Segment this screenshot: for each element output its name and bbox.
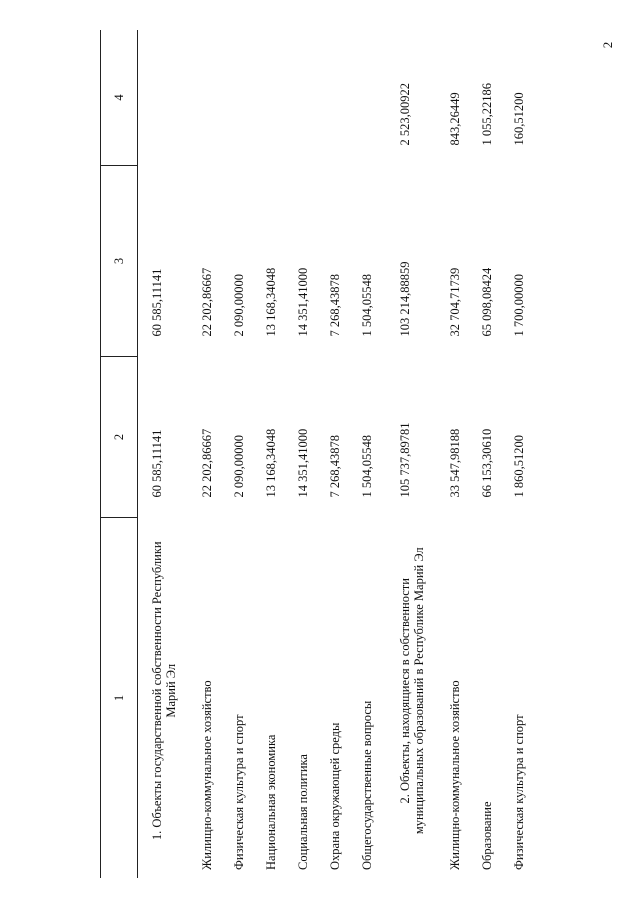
row-col4-cell: 160,51200 [512, 92, 526, 146]
row-col3-cell: 14 351,41000 [296, 267, 310, 337]
row-col3-cell: 13 168,34048 [264, 267, 278, 337]
row-col2-cell: 7 268,43878 [328, 435, 342, 498]
row-col2-cell: 22 202,86667 [200, 428, 214, 498]
page-number: 2 [600, 41, 615, 49]
table-row [494, 30, 526, 878]
row-name-cell: Жилищно-коммунальное хозяйство [200, 680, 214, 870]
row-col2-cell: 14 351,41000 [296, 428, 310, 498]
row-col3-cell: 2 090,00000 [232, 274, 246, 337]
row-col3-cell: 32 704,71739 [448, 267, 462, 337]
column-header-3: 3 [101, 166, 138, 357]
row-name-cell: Национальная экономика [264, 734, 278, 870]
row-col2-cell: 13 168,34048 [264, 428, 278, 498]
row-col4-cell [246, 30, 278, 166]
row-col3-cell: 103 214,88859 [398, 261, 412, 337]
row-col4-cell [214, 30, 246, 166]
table-row-group-municipal-property [374, 30, 426, 878]
column-header-1: 1 [101, 518, 138, 879]
row-name-cell: Физическая культура и спорт [232, 714, 246, 870]
row-col2-cell: 66 153,30610 [480, 428, 494, 498]
table-row [310, 30, 342, 878]
row-col2-cell: 105 737,89781 [398, 422, 412, 498]
table-row-group-state-property [138, 30, 179, 878]
table-row [342, 30, 374, 878]
row-col4-cell [178, 30, 214, 166]
row-col4-cell [278, 30, 310, 166]
row-col4-cell: 1 055,22186 [480, 83, 494, 146]
row-name-cell: Охрана окружающей среды [328, 722, 342, 870]
table-row [178, 30, 214, 878]
row-col2-cell: 2 090,00000 [232, 435, 246, 498]
row-col3-cell: 22 202,86667 [200, 267, 214, 337]
row-col4-cell [342, 30, 374, 166]
column-header-2: 2 [101, 357, 138, 518]
row-col3-cell: 1 504,05548 [360, 274, 374, 337]
row-col4-cell [310, 30, 342, 166]
row-col4-cell: 2 523,00922 [398, 83, 412, 146]
table-row [214, 30, 246, 878]
row-name-cell: 1. Объекты государственной собственности Республики Марий Эл [150, 541, 178, 841]
table-row [462, 30, 494, 878]
column-header-4: 4 [101, 30, 138, 166]
row-name-cell: Физическая культура и спорт [512, 714, 526, 870]
row-col2-cell: 33 547,98188 [448, 428, 462, 498]
row-col4-cell [138, 30, 179, 166]
row-col3-cell: 7 268,43878 [328, 274, 342, 337]
row-name-cell: Жилищно-коммунальное хозяйство [448, 680, 462, 870]
row-name-cell: Образование [480, 801, 494, 870]
row-col2-cell: 1 504,05548 [360, 435, 374, 498]
table-header-row [101, 30, 138, 878]
row-name-cell: 2. Объекты, находящиеся в собственности муниципальных образований в Республике Марий Эл [398, 547, 426, 835]
table-row [278, 30, 310, 878]
row-col4-cell: 843,26449 [448, 92, 462, 146]
row-name-cell: Социальная политика [296, 754, 310, 870]
row-name-cell: Общегосударственные вопросы [360, 700, 374, 870]
row-col3-cell: 1 700,00000 [512, 274, 526, 337]
table-row [246, 30, 278, 878]
row-col2-cell: 60 585,11141 [150, 429, 164, 498]
table-row [426, 30, 462, 878]
row-col2-cell: 1 860,51200 [512, 435, 526, 498]
funding-table [100, 30, 526, 878]
row-col3-cell: 60 585,11141 [150, 268, 164, 337]
row-col3-cell: 65 098,08424 [480, 267, 494, 337]
